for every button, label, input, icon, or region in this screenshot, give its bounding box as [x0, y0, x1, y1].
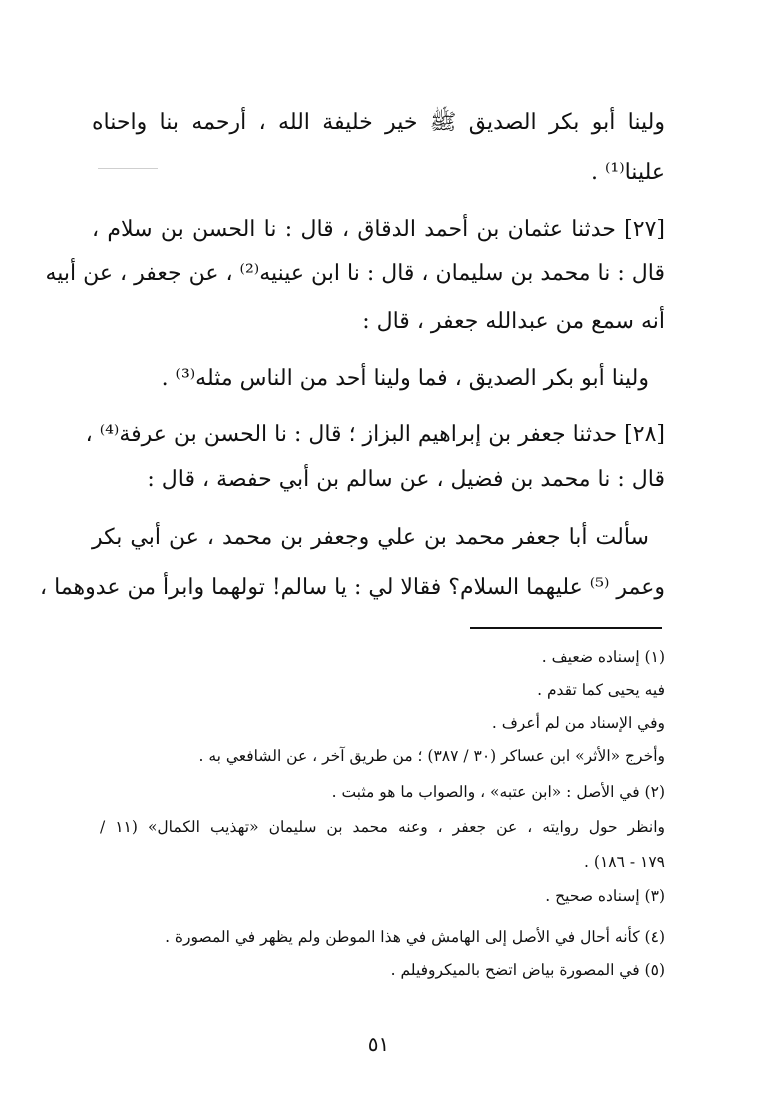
body-line-9: سألت أبا جعفر محمد بن علي وجعفر بن محمد ، عن أبي بكر	[92, 525, 649, 550]
footnote-line-3: وفي الإسناد من لم أعرف .	[491, 714, 665, 732]
body-line-1: ولينا أبو بكر الصديق ﷺ خير خليفة الله ، أرحمه بنا واحناه	[92, 110, 665, 135]
body-line-8: قال : نا محمد بن فضيل ، عن سالم بن أبي حفصة ، قال :	[147, 467, 665, 492]
body-line-6: ولينا أبو بكر الصديق ، فما ولينا أحد من الناس مثله⁽³⁾ .	[161, 366, 649, 391]
body-line-10: وعمر ⁽⁵⁾ عليهما السلام؟ فقالا لي : يا سالم! تولهما وابرأ من عدوهما ،	[40, 575, 665, 600]
body-line-4: قال : نا محمد بن سليمان ، قال : نا ابن عينيه⁽²⁾ ، عن جعفر ، عن أبيه	[45, 261, 665, 286]
page-number: ٥١	[367, 1032, 390, 1056]
footnote-line-10: (٥) في المصورة بياض اتضح بالميكروفيلم .	[390, 961, 665, 979]
footnote-line-9: (٤) كأنه أحال في الأصل إلى الهامش في هذا الموطن ولم يظهر في المصورة .	[165, 928, 665, 946]
footnote-line-6: وانظر حول روايته ، عن جعفر ، وعنه محمد بن سليمان «تهذيب الكمال» (١١ /	[100, 818, 665, 836]
footnote-separator	[470, 627, 662, 629]
footnote-line-5: (٢) في الأصل : «ابن عتبه» ، والصواب ما هو مثبت .	[331, 783, 665, 801]
body-line-7: [٢٨] حدثنا جعفر بن إبراهيم البزاز ؛ قال : نا الحسن بن عرفة⁽⁴⁾ ،	[85, 422, 665, 447]
footnote-line-1: (١) إسناده ضعيف .	[541, 648, 665, 666]
footnote-line-2: فيه يحيى كما تقدم .	[537, 681, 665, 699]
body-line-2: علينا⁽¹⁾ .	[590, 160, 665, 185]
footnote-line-7: ١٧٩ - ١٨٦) .	[584, 853, 665, 871]
footnote-line-4: وأخرج «الأثر» ابن عساكر (٣٠ / ٣٨٧) ؛ من طريق آخر ، عن الشافعي به .	[198, 747, 665, 765]
body-line-5: أنه سمع من عبدالله جعفر ، قال :	[362, 309, 665, 334]
body-line-3: [٢٧] حدثنا عثمان بن أحمد الدقاق ، قال : نا الحسن بن سلام ،	[92, 217, 665, 242]
footnote-line-8: (٣) إسناده صحيح .	[545, 887, 665, 905]
